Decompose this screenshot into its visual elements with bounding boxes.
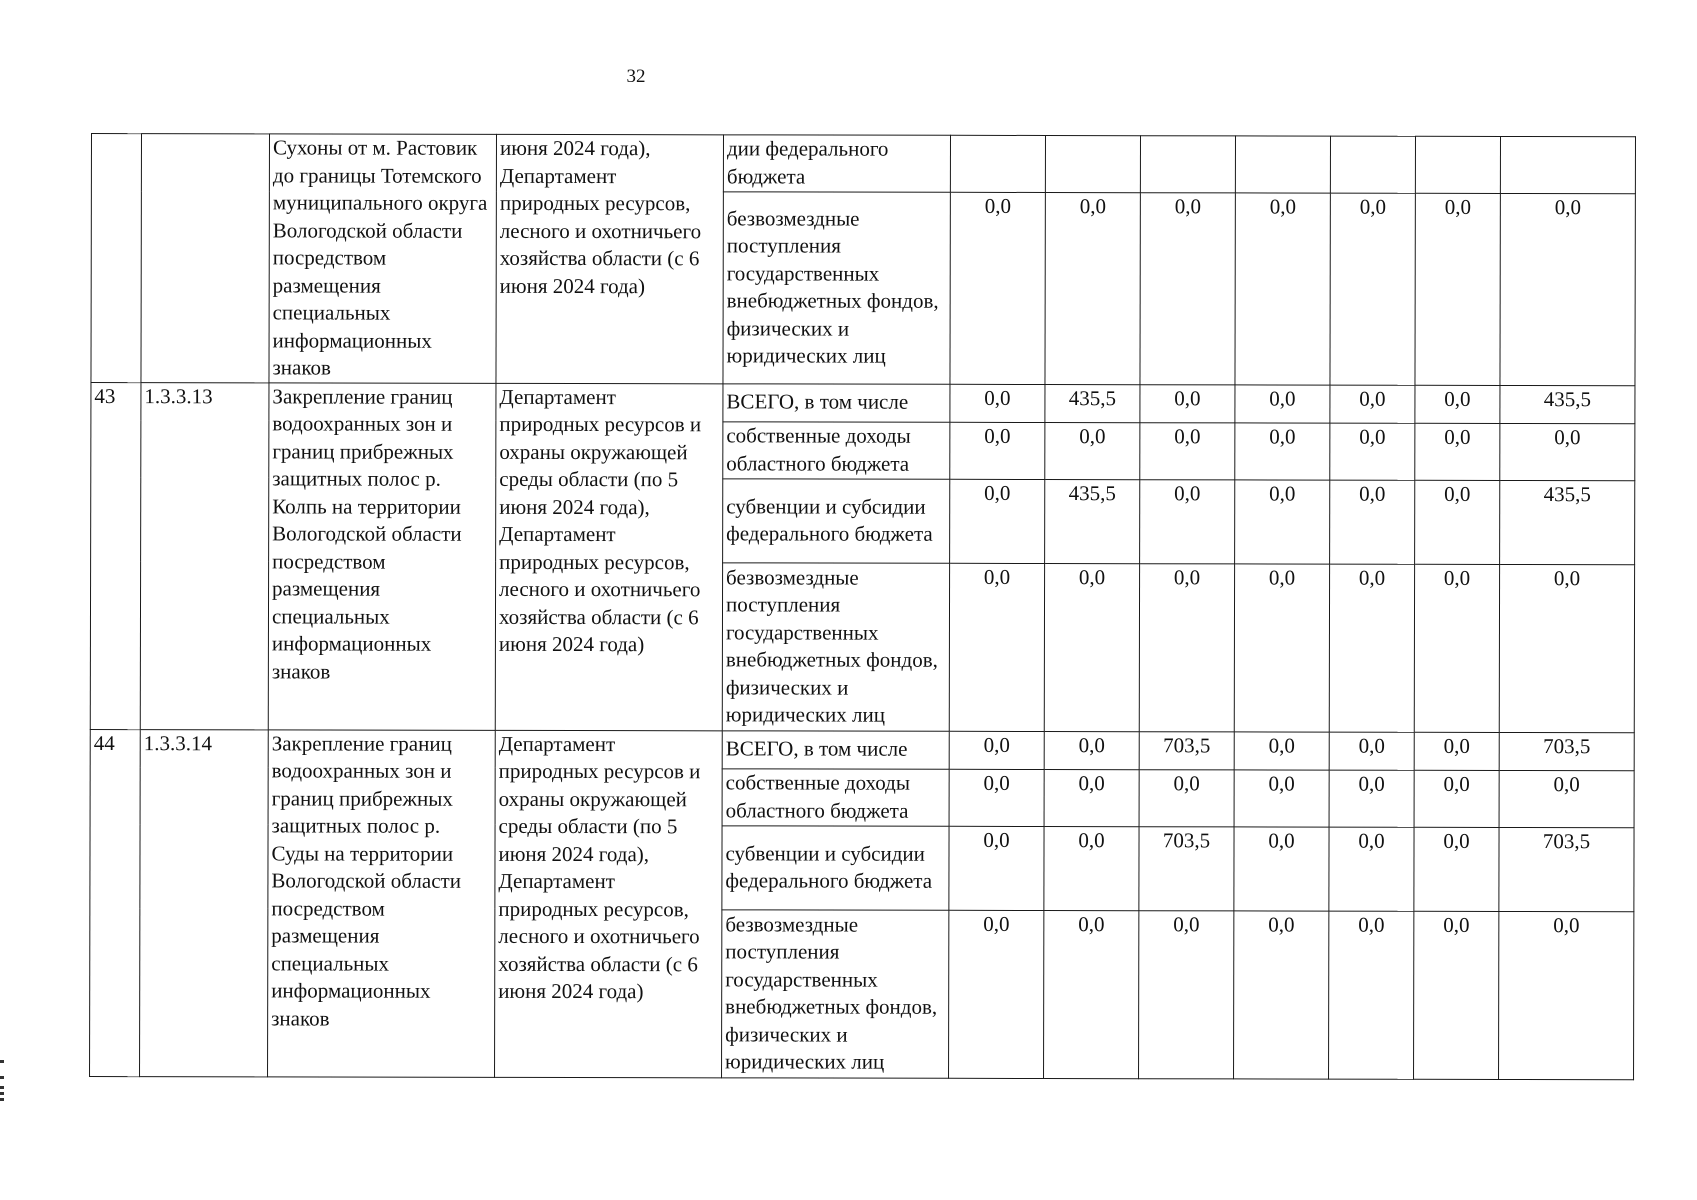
value-cell: 0,0 [1235, 422, 1330, 479]
value-cell: 435,5 [1500, 385, 1635, 423]
value-cell: 0,0 [1234, 769, 1329, 826]
funding-source-cell: ВСЕГО, в том числе [723, 383, 950, 421]
value-cell: 0,0 [1414, 732, 1499, 770]
code-cell [141, 134, 270, 383]
value-cell: 0,0 [1234, 731, 1329, 769]
value-cell: 0,0 [950, 384, 1045, 422]
value-cell: 0,0 [949, 769, 1044, 826]
value-cell: 0,0 [1045, 422, 1140, 479]
value-cell: 0,0 [1415, 385, 1500, 423]
value-cell: 0,0 [1329, 827, 1414, 911]
value-cell [1045, 135, 1140, 192]
funding-source-cell: дии федерального бюджета [723, 135, 950, 193]
value-cell: 0,0 [1414, 827, 1499, 911]
scan-artifact [0, 1092, 4, 1095]
row-number-cell [91, 134, 142, 383]
value-cell: 0,0 [949, 910, 1044, 1078]
value-cell: 0,0 [1330, 480, 1415, 564]
value-cell: 0,0 [950, 422, 1045, 479]
value-cell: 0,0 [1235, 384, 1330, 422]
scan-artifact [0, 1076, 4, 1079]
value-cell: 0,0 [1140, 193, 1235, 385]
value-cell: 703,5 [1499, 732, 1634, 770]
value-cell: 0,0 [1415, 193, 1500, 385]
value-cell: 703,5 [1499, 827, 1634, 911]
value-cell: 0,0 [949, 731, 1044, 769]
value-cell: 0,0 [1415, 423, 1500, 480]
value-cell: 703,5 [1139, 731, 1234, 769]
row-number-cell: 43 [90, 382, 141, 729]
value-cell: 0,0 [1329, 770, 1414, 827]
value-cell: 0,0 [1329, 732, 1414, 770]
value-cell: 435,5 [1045, 479, 1140, 563]
measure-name-cell: Сухоны от м. Растовик до границы Тотемского муниципального округа Вологодской области посредством размещения специальных информационных знаков [269, 134, 497, 383]
value-cell: 0,0 [1234, 826, 1329, 910]
code-cell: 1.3.3.14 [140, 729, 269, 1076]
value-cell: 0,0 [1140, 384, 1235, 422]
value-cell: 435,5 [1500, 480, 1635, 564]
value-cell: 0,0 [1044, 731, 1139, 769]
value-cell: 0,0 [1044, 563, 1139, 731]
measure-name-cell: Закрепление границ водоохранных зон и границ прибрежных защитных полос р. Суды на территории Вологодской области посредством размещения специальных информационных знаков [268, 729, 496, 1076]
funding-source-cell: собственные доходы областного бюджета [722, 768, 949, 825]
value-cell: 0,0 [949, 563, 1044, 731]
page-number: 32 [626, 66, 646, 87]
value-cell: 0,0 [1234, 563, 1329, 731]
executor-cell: июня 2024 года), Департамент природных ресурсов, лесного и охотничьего хозяйства области (с 6 июня 2024 года) [496, 134, 724, 383]
scan-artifact [0, 1060, 4, 1063]
value-cell: 703,5 [1139, 826, 1234, 910]
value-cell: 0,0 [1330, 193, 1415, 385]
value-cell: 0,0 [1045, 193, 1140, 385]
value-cell: 0,0 [950, 192, 1045, 384]
value-cell [1140, 136, 1235, 193]
funding-source-cell: субвенции и субсидии федерального бюджета [723, 478, 950, 562]
value-cell: 0,0 [1139, 910, 1234, 1078]
value-cell: 0,0 [1044, 769, 1139, 826]
row-number-cell: 44 [90, 729, 141, 1076]
funding-source-cell: субвенции и субсидии федерального бюджета [722, 825, 949, 909]
table-body [90, 134, 1636, 1080]
value-cell: 0,0 [1500, 193, 1635, 385]
value-cell: 0,0 [1415, 480, 1500, 564]
funding-source-cell: безвозмездные поступления государственных внебюджетных фондов, физических и юридических лиц [722, 909, 949, 1077]
value-cell: 0,0 [1044, 910, 1139, 1078]
value-cell: 0,0 [1499, 911, 1634, 1079]
value-cell [950, 135, 1045, 192]
funding-source-cell: безвозмездные поступления государственных внебюджетных фондов, физических и юридических лиц [723, 192, 950, 384]
value-cell [1415, 136, 1500, 193]
value-cell: 0,0 [1140, 479, 1235, 563]
funding-source-cell: собственные доходы областного бюджета [723, 421, 950, 478]
value-cell: 0,0 [1044, 826, 1139, 910]
budget-table [89, 133, 1636, 1080]
value-cell: 0,0 [1139, 769, 1234, 826]
executor-cell: Департамент природных ресурсов и охраны окружающей среды области (по 5 июня 2024 года), Департамент природных ресурсов, лесного и охотничьего хозяйства области (с 6 июня 2024 года) [495, 383, 723, 730]
value-cell [1500, 136, 1635, 193]
table-row [91, 134, 1635, 194]
funding-source-cell: безвозмездные поступления государственных внебюджетных фондов, физических и юридических лиц [722, 562, 949, 730]
value-cell: 0,0 [1499, 564, 1634, 732]
value-cell: 435,5 [1045, 384, 1140, 422]
scan-artifact [0, 1098, 4, 1101]
value-cell: 0,0 [1140, 422, 1235, 479]
measure-name-cell: Закрепление границ водоохранных зон и границ прибрежных защитных полос р. Колпь на территории Вологодской области посредством размещения специальных информационных знаков [268, 382, 496, 729]
scan-artifact [0, 1086, 4, 1089]
value-cell: 0,0 [1235, 193, 1330, 385]
value-cell: 0,0 [950, 479, 1045, 563]
value-cell: 0,0 [949, 826, 1044, 910]
value-cell: 0,0 [1330, 385, 1415, 423]
executor-cell: Департамент природных ресурсов и охраны окружающей среды области (по 5 июня 2024 года), Департамент природных ресурсов, лесного и охотничьего хозяйства области (с 6 июня 2024 года) [495, 730, 723, 1077]
value-cell: 0,0 [1414, 770, 1499, 827]
table-row [91, 382, 1635, 423]
value-cell: 0,0 [1234, 910, 1329, 1078]
value-cell: 0,0 [1414, 911, 1499, 1079]
value-cell: 0,0 [1329, 564, 1414, 732]
value-cell: 0,0 [1500, 423, 1635, 480]
value-cell: 0,0 [1414, 564, 1499, 732]
table-row [90, 729, 1634, 770]
value-cell [1330, 136, 1415, 193]
value-cell: 0,0 [1235, 479, 1330, 563]
value-cell: 0,0 [1329, 911, 1414, 1079]
value-cell: 0,0 [1139, 563, 1234, 731]
value-cell [1235, 136, 1330, 193]
code-cell: 1.3.3.13 [140, 382, 269, 729]
funding-source-cell: ВСЕГО, в том числе [722, 730, 949, 768]
value-cell: 0,0 [1330, 423, 1415, 480]
value-cell: 0,0 [1499, 770, 1634, 827]
